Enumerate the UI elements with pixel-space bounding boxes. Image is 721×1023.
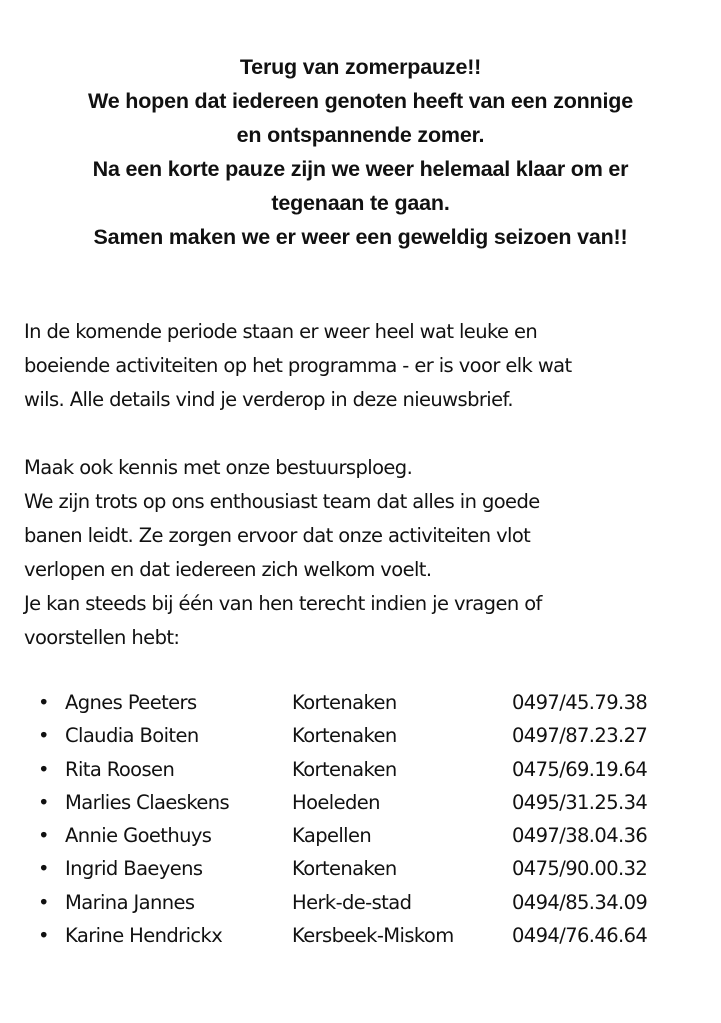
bullet-icon: •: [38, 691, 49, 714]
list-item: [0, 852, 721, 885]
text-line: In de komende periode staan er weer heel wat leuke en: [24, 320, 538, 343]
member-place: Kersbeek-Miskom: [292, 924, 454, 948]
member-phone: 0495/31.25.34: [512, 790, 648, 814]
heading-line: We hopen dat iedereen genoten heeft van een zonnige: [88, 89, 633, 113]
bullet-icon: •: [38, 857, 49, 881]
member-phone: 0497/45.79.38: [512, 691, 648, 714]
text-line: wils. Alle details vind je verderop in deze nieuwsbrief.: [24, 388, 513, 411]
board-member-list: [0, 686, 721, 952]
member-place: Kortenaken: [292, 857, 397, 881]
bullet-icon: •: [38, 924, 49, 948]
text-line: banen leidt. Ze zorgen ervoor dat onze activiteiten vlot: [24, 524, 531, 547]
text-line: boeiende activiteiten op het programma - er is voor elk wat: [24, 354, 572, 377]
list-item: [0, 753, 721, 786]
bullet-icon: •: [38, 824, 49, 848]
member-name: Claudia Boiten: [65, 724, 199, 748]
text-line: voorstellen hebt:: [24, 626, 180, 649]
paragraph-spacer: [24, 417, 704, 451]
member-place: Herk-de-stad: [292, 890, 412, 914]
list-item: [0, 686, 721, 719]
member-phone: 0497/38.04.36: [512, 824, 648, 848]
member-phone: 0494/85.34.09: [512, 890, 648, 914]
list-item: [0, 719, 721, 752]
bullet-icon: •: [38, 724, 49, 748]
text-line: We zijn trots op ons enthousiast team dat alles in goede: [24, 490, 540, 513]
bullet-icon: •: [38, 790, 49, 814]
list-item: [0, 886, 721, 919]
member-phone: 0497/87.23.27: [512, 724, 648, 748]
text-line: Je kan steeds bij één van hen terecht indien je vragen of: [24, 592, 542, 615]
member-name: Agnes Peeters: [65, 691, 197, 714]
member-place: Kortenaken: [292, 691, 397, 714]
member-name: Ingrid Baeyens: [65, 857, 203, 881]
member-name: Karine Hendrickx: [65, 924, 223, 948]
member-name: Marina Jannes: [65, 890, 195, 914]
heading-line: en ontspannende zomer.: [236, 123, 485, 147]
text-line: verlopen en dat iedereen zich welkom voelt.: [24, 558, 432, 581]
list-item: [0, 786, 721, 819]
heading-line: Terug van zomerpauze!!: [239, 55, 482, 79]
board-intro-paragraph: [24, 451, 704, 655]
bullet-icon: •: [38, 757, 49, 781]
member-phone: 0475/69.19.64: [512, 757, 648, 781]
newsletter-body: [24, 315, 704, 655]
member-place: Kortenaken: [292, 724, 397, 748]
member-name: Rita Roosen: [65, 757, 175, 781]
heading-line: tegenaan te gaan.: [271, 191, 450, 215]
newsletter-heading: [0, 50, 721, 254]
member-name: Marlies Claeskens: [65, 790, 230, 814]
text-line: Maak ook kennis met onze bestuursploeg.: [24, 456, 413, 479]
list-item: [0, 919, 721, 952]
member-name: Annie Goethuys: [65, 824, 212, 848]
member-phone: 0494/76.46.64: [512, 924, 648, 948]
list-item: [0, 819, 721, 852]
bullet-icon: •: [38, 890, 49, 914]
member-place: Hoeleden: [292, 790, 380, 814]
member-phone: 0475/90.00.32: [512, 857, 648, 881]
heading-line: Na een korte pauze zijn we weer helemaal klaar om er: [92, 157, 629, 181]
intro-paragraph: [24, 315, 704, 417]
heading-line: Samen maken we er weer een geweldig seizoen van!!: [93, 225, 628, 249]
member-place: Kortenaken: [292, 757, 397, 781]
member-place: Kapellen: [292, 824, 372, 848]
